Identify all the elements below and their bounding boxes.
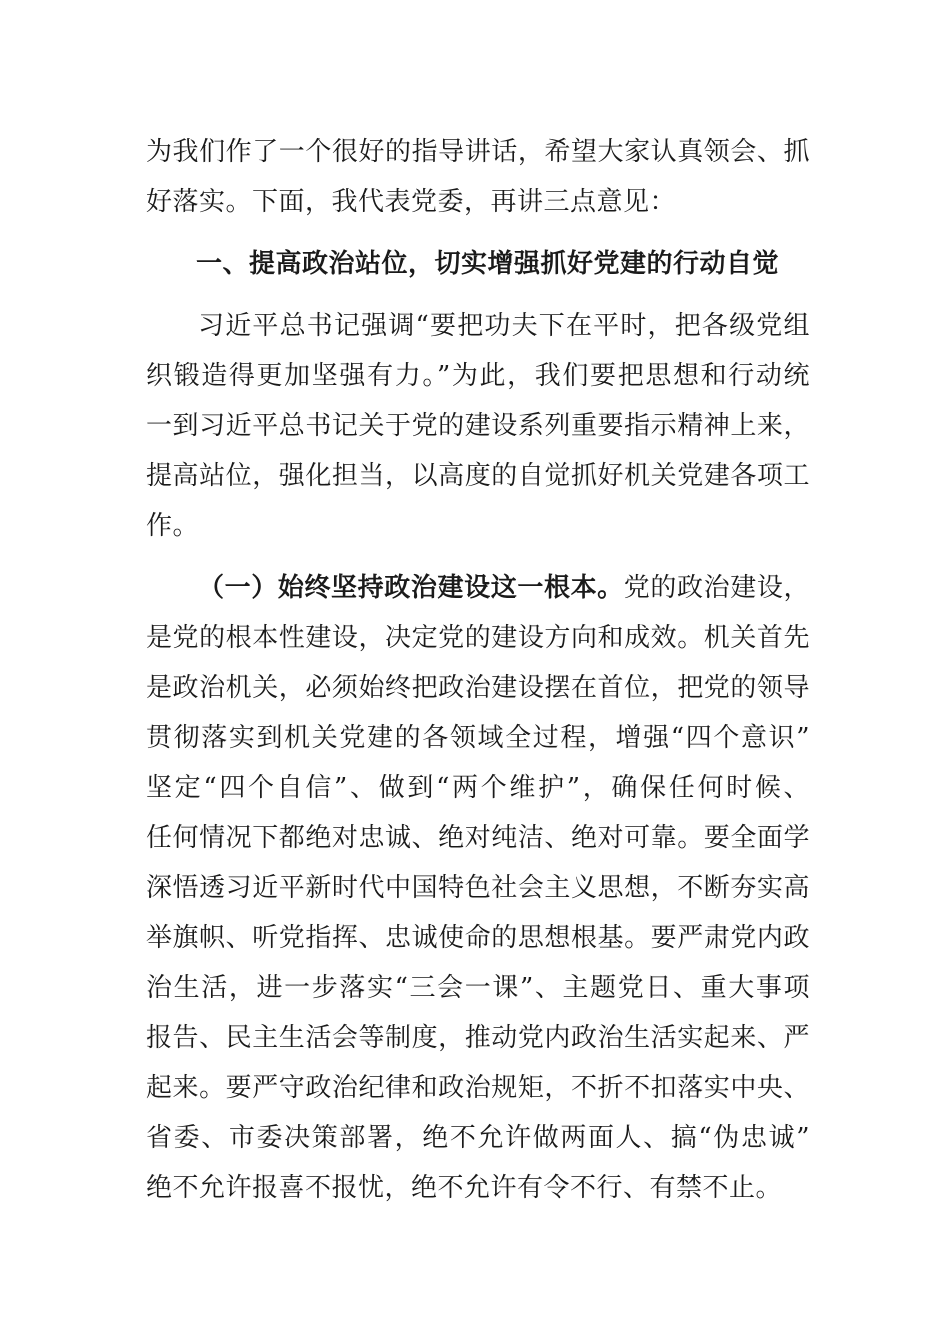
intro-line-1: 为我们作了一个很好的指导讲话，希望大家认真领会、抓 (146, 137, 810, 167)
subsection-title: （一）始终坚持政治建设这一根本。 (198, 573, 624, 603)
subsection-line-3: 是政治机关，必须始终把政治建设摆在首位，把党的领导 (146, 673, 810, 703)
subsection-line-2: 是党的根本性建设，决定党的建设方向和成效。机关首先 (146, 623, 810, 653)
subsection-line-6: 任何情况下都绝对忠诚、绝对纯洁、绝对可靠。要全面学 (146, 823, 810, 853)
subsection-first-line-rest: 党的政治建设， (623, 573, 810, 603)
subsection-line-5: 坚定“四个自信”、做到“两个维护”，确保任何时候、 (146, 773, 810, 803)
section-paragraph-line-4: 提高站位，强化担当，以高度的自觉抓好机关党建各项工 (146, 461, 810, 491)
subsection-line-4: 贯彻落实到机关党建的各领域全过程，增强“四个意识” (146, 723, 810, 753)
section-paragraph-line-3: 一到习近平总书记关于党的建设系列重要指示精神上来， (146, 411, 810, 441)
subsection-line-8: 举旗帜、听党指挥、忠诚使命的思想根基。要严肃党内政 (146, 923, 810, 953)
intro-line-2: 好落实。下面，我代表党委，再讲三点意见： (146, 187, 677, 217)
subsection-line-11: 起来。要严守政治纪律和政治规矩，不折不扣落实中央、 (146, 1073, 810, 1103)
subsection-line-7: 深悟透习近平新时代中国特色社会主义思想，不断夯实高 (146, 873, 810, 903)
section-paragraph-line-5: 作。 (146, 511, 200, 541)
section-paragraph-line-1: 习近平总书记强调“要把功夫下在平时，把各级党组 (198, 311, 810, 341)
section-paragraph-line-2: 织锻造得更加坚强有力。”为此，我们要把思想和行动统 (146, 361, 810, 391)
subsection-line-12: 省委、市委决策部署，绝不允许做两面人、搞“伪忠诚” (146, 1123, 810, 1153)
subsection-line-13: 绝不允许报喜不报忧，绝不允许有令不行、有禁不止。 (146, 1173, 783, 1203)
subsection-line-9: 治生活，进一步落实“三会一课”、主题党日、重大事项 (146, 973, 810, 1003)
subsection-line-10: 报告、民主生活会等制度，推动党内政治生活实起来、严 (146, 1023, 810, 1053)
section-heading: 一、提高政治站位，切实增强抓好党建的行动自觉 (196, 249, 780, 279)
subsection-first-line (198, 564, 810, 612)
